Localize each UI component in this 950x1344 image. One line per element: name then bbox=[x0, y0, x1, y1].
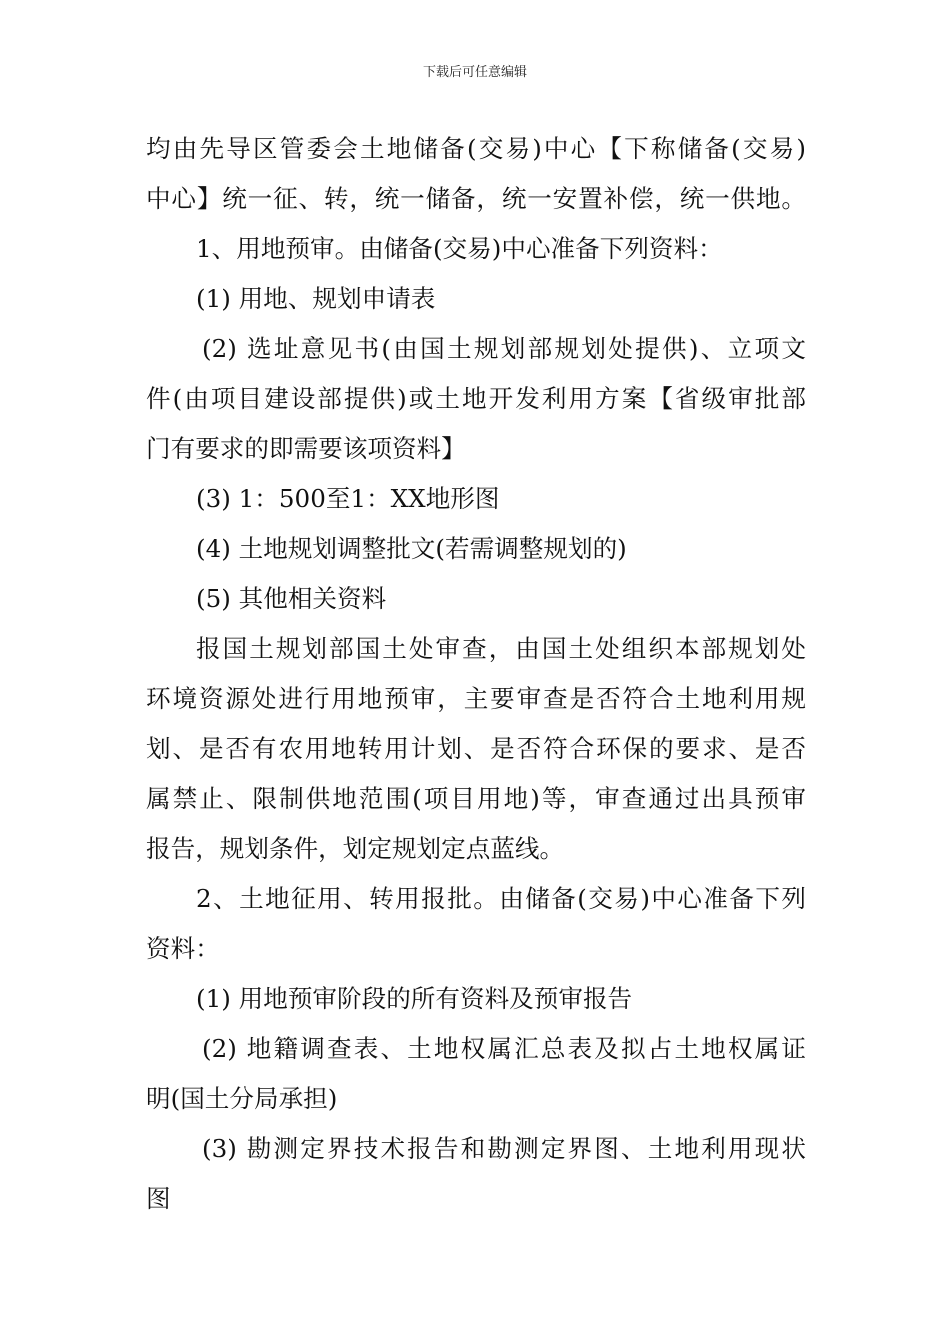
list-item: (2) 选址意见书(由国土规划部规划处提供)、立项文 bbox=[202, 334, 806, 363]
list-item: (1) 用地预审阶段的所有资料及预审报告 bbox=[196, 984, 633, 1013]
text-line: 门有要求的即需要该项资料】 bbox=[146, 434, 466, 463]
list-item: (5) 其他相关资料 bbox=[196, 584, 387, 613]
list-item: (1) 用地、规划申请表 bbox=[196, 284, 436, 313]
text-line: 件(由项目建设部提供)或土地开发利用方案【省级审批部 bbox=[146, 384, 806, 413]
paragraph-line: 报国土规划部国土处审查，由国土处组织本部规划处 bbox=[196, 634, 806, 663]
text-line: 资料： bbox=[146, 934, 220, 963]
text-line: 明(国土分局承担) bbox=[146, 1084, 338, 1113]
text-line: 报告，规划条件，划定规划定点蓝线。 bbox=[146, 834, 565, 863]
text-line: 均由先导区管委会土地储备(交易)中心【下称储备(交易) bbox=[146, 134, 806, 163]
document-body bbox=[146, 124, 806, 1224]
list-item: (3) 勘测定界技术报告和勘测定界图、土地利用现状 bbox=[202, 1134, 806, 1163]
text-line: 中心】统一征、转，统一储备，统一安置补偿，统一供地。 bbox=[146, 184, 806, 213]
text-line: 环境资源处进行用地预审，主要审查是否符合土地利用规 bbox=[146, 684, 806, 713]
list-item: (3) 1：500至1：XX地形图 bbox=[196, 484, 500, 513]
page-header-note: 下载后可任意编辑 bbox=[422, 65, 527, 80]
list-item: (2) 地籍调查表、土地权属汇总表及拟占土地权属证 bbox=[202, 1034, 806, 1063]
section-heading: 2、土地征用、转用报批。由储备(交易)中心准备下列 bbox=[196, 884, 806, 913]
list-item: (4) 土地规划调整批文(若需调整规划的) bbox=[196, 534, 627, 563]
text-line: 划、是否有农用地转用计划、是否符合环保的要求、是否 bbox=[146, 734, 806, 763]
text-line: 属禁止、限制供地范围(项目用地)等，审查通过出具预审 bbox=[146, 784, 806, 813]
text-line: 图 bbox=[146, 1184, 171, 1213]
section-heading: 1、用地预审。由储备(交易)中心准备下列资料： bbox=[196, 234, 723, 263]
